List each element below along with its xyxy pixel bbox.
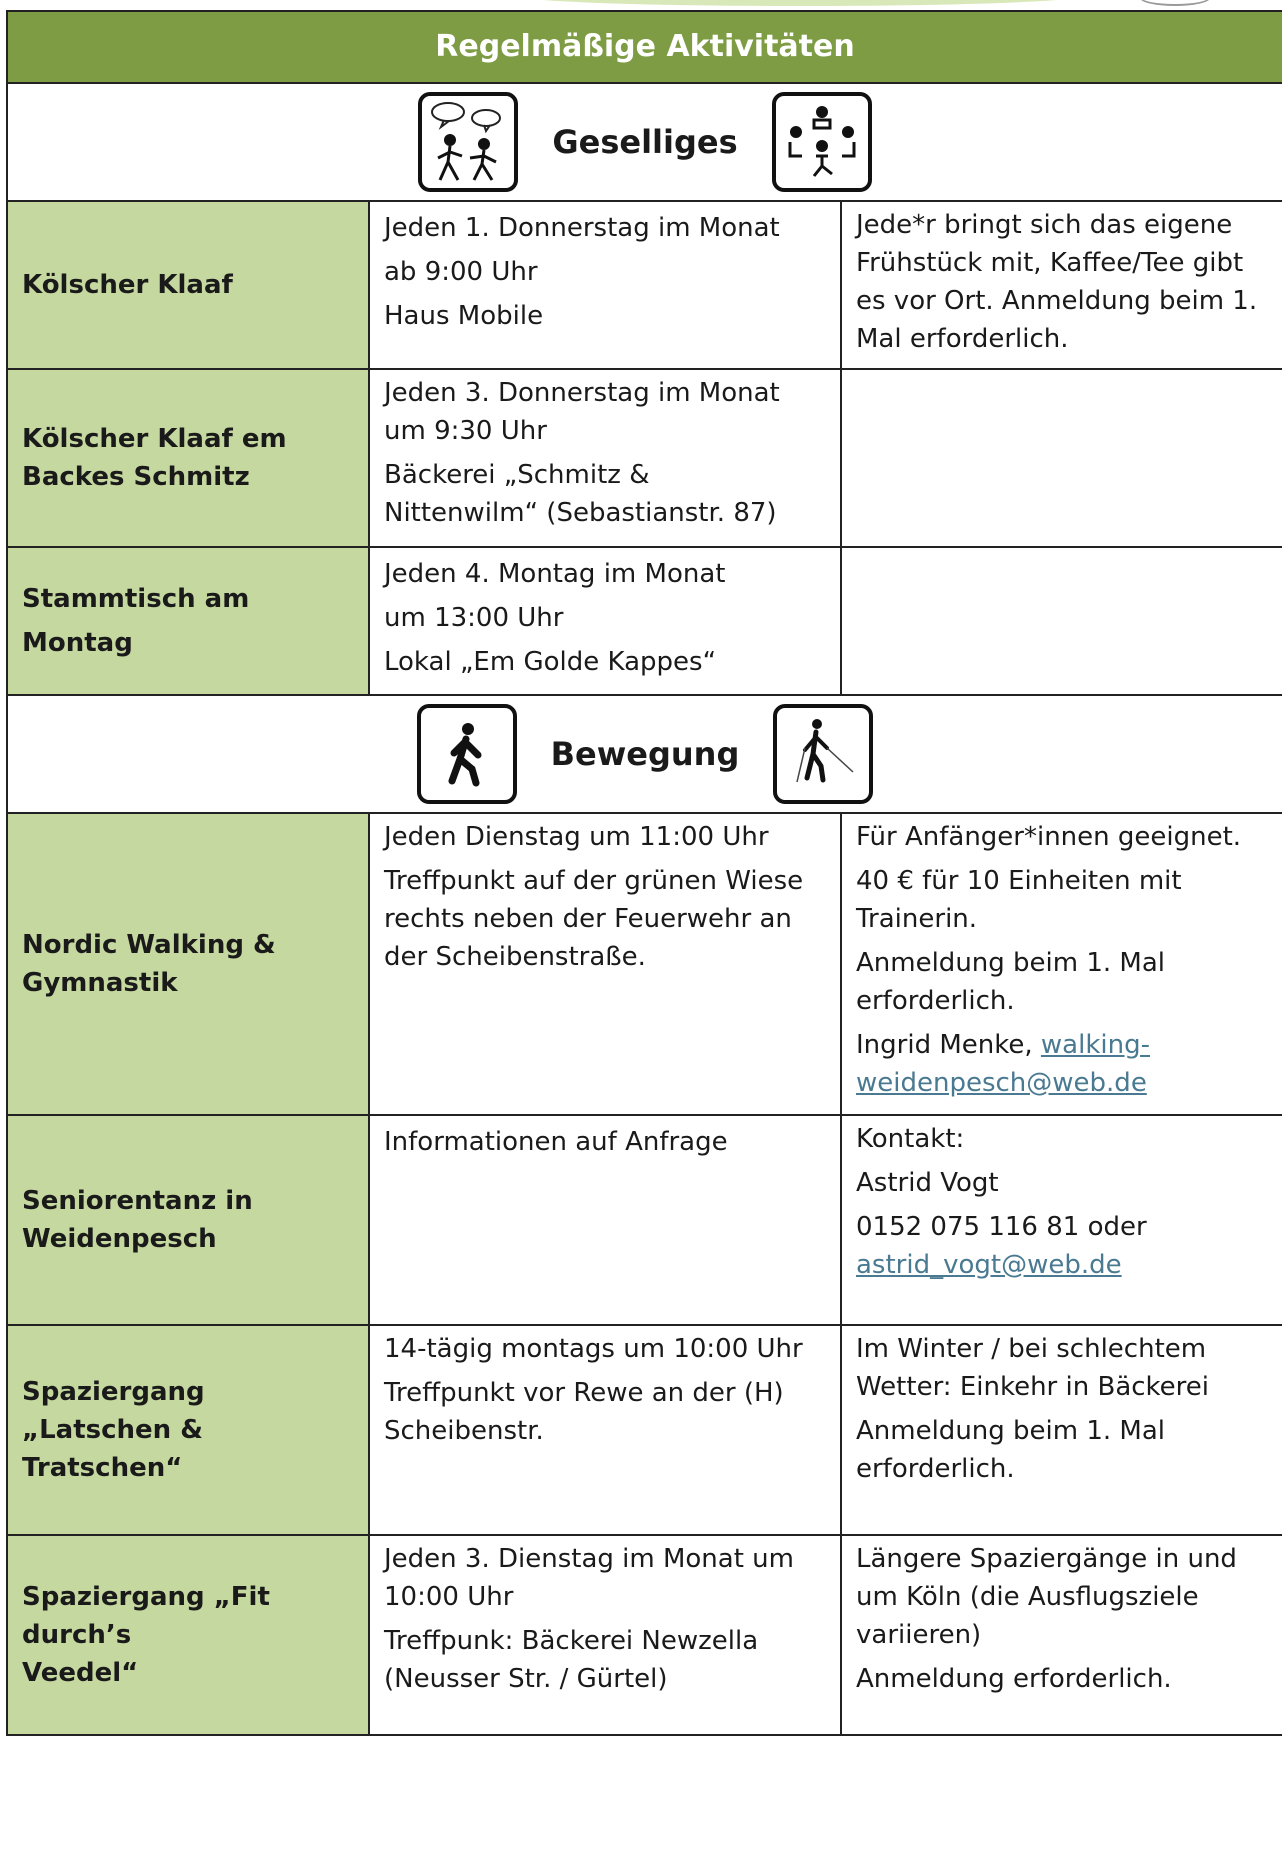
activity-info [369,1115,841,1325]
name-line: Tratschen“ [22,1453,183,1483]
walking-person-icon [417,704,517,804]
info-line: Jeden Dienstag um 11:00 Uhr [384,822,769,852]
note-line: Für Anfänger*innen geeignet. [856,822,1242,852]
name-line: Seniorentanz in [22,1186,253,1216]
info-line: Haus Mobile [384,301,544,331]
name-line: Gymnastik [22,968,178,998]
activity-note [841,1115,1282,1325]
note-line: Anmeldung erforderlich. [856,1664,1172,1694]
table-row [7,1115,1282,1325]
info-line: Scheibenstr. [384,1416,544,1446]
nordic-walking-icon [773,704,873,804]
section-header-geselliges [7,83,1282,201]
table-title-row [7,11,1282,83]
decorative-top-arc-right [1140,0,1210,6]
email-link[interactable]: astrid_vogt@web.de [856,1250,1122,1280]
name-line: Nordic Walking & [22,930,276,960]
activity-note [841,1535,1282,1735]
activity-note [841,547,1282,695]
info-line: ab 9:00 Uhr [384,257,538,287]
note-line: Jede*r bringt sich das eigene [856,210,1233,240]
note-line: es vor Ort. Anmeldung beim 1. [856,286,1258,316]
table-row [7,813,1282,1115]
section-header-bewegung [7,695,1282,813]
activity-name [7,1535,369,1735]
note-line: Längere Spaziergänge in und [856,1544,1237,1574]
note-line: um Köln (die Ausflugsziele [856,1582,1199,1612]
email-line [856,1246,1268,1284]
info-line: Treffpunkt auf der grünen Wiese [384,866,804,896]
name-line: Veedel“ [22,1658,139,1688]
note-line: Anmeldung beim 1. Mal [856,948,1166,978]
activity-info [369,1325,841,1535]
table-title: Regelmäßige Aktivitäten [7,11,1282,83]
table-row [7,201,1282,369]
note-line: Mal erforderlich. [856,324,1069,354]
activity-note [841,1325,1282,1535]
group-circle-icon [772,92,872,192]
info-line: Bäckerei „Schmitz & [384,460,650,490]
table-row [7,1535,1282,1735]
note-line: Trainerin. [856,904,978,934]
activity-name [7,1115,369,1325]
note-line: 0152 075 116 81 oder [856,1212,1147,1242]
info-line: Lokal „Em Golde Kappes“ [384,647,717,677]
note-line: Im Winter / bei schlechtem [856,1334,1207,1364]
info-line: Treffpunkt vor Rewe an der (H) [384,1378,784,1408]
name-line: Spaziergang „Latschen & [22,1377,205,1445]
info-line: Jeden 3. Donnerstag im Monat [384,378,780,408]
info-line: Nittenwilm“ (Sebastianstr. 87) [384,498,777,528]
table-row [7,547,1282,695]
activity-info [369,547,841,695]
section-title-bewegung: Bewegung [550,735,740,773]
info-line: rechts neben der Feuerwehr an [384,904,792,934]
email-line [856,1064,1268,1102]
email-link[interactable]: weidenpesch@web.de [856,1068,1147,1098]
info-line: Jeden 1. Donnerstag im Monat [384,213,780,243]
name-line: Backes Schmitz [22,462,250,492]
activity-name [7,813,369,1115]
decorative-top-arc [520,0,1080,6]
activity-info [369,201,841,369]
activities-table [6,10,1282,1736]
note-line: variieren) [856,1620,982,1650]
note-line: erforderlich. [856,1454,1015,1484]
note-line: Astrid Vogt [856,1168,999,1198]
activity-note [841,369,1282,547]
activity-note [841,813,1282,1115]
info-line: Treffpunk: Bäckerei Newzella [384,1626,759,1656]
info-line: der Scheibenstraße. [384,942,646,972]
people-talking-icon [418,92,518,192]
name-line: Kölscher Klaaf em [22,424,287,454]
info-line: um 9:30 Uhr [384,416,547,446]
info-line: um 13:00 Uhr [384,603,564,633]
name-line: Weidenpesch [22,1224,217,1254]
info-line: Jeden 3. Dienstag im Monat um [384,1544,794,1574]
section-title-geselliges: Geselliges [552,123,738,161]
info-line: Informationen auf Anfrage [384,1127,728,1157]
activity-info [369,1535,841,1735]
contact-line [856,1026,1268,1064]
table-row [7,1325,1282,1535]
activity-name [7,1325,369,1535]
note-line: Wetter: Einkehr in Bäckerei [856,1372,1210,1402]
note-line: Frühstück mit, Kaffee/Tee gibt [856,248,1244,278]
name-line: Spaziergang „Fit durch’s [22,1582,270,1650]
activity-name: Kölscher Klaaf [7,201,369,369]
activity-info [369,813,841,1115]
info-line: Jeden 4. Montag im Monat [384,559,726,589]
activity-info [369,369,841,547]
email-link[interactable]: walking- [1040,1030,1150,1060]
activity-name: Stammtisch am Montag [7,547,369,695]
activity-name [7,369,369,547]
activity-note [841,201,1282,369]
note-line: 40 € für 10 Einheiten mit [856,866,1182,896]
table-row [7,369,1282,547]
info-line: (Neusser Str. / Gürtel) [384,1664,668,1694]
note-line: erforderlich. [856,986,1015,1016]
info-line: 10:00 Uhr [384,1582,514,1612]
info-line: 14-tägig montags um 10:00 Uhr [384,1334,803,1364]
note-line: Kontakt: [856,1124,965,1154]
note-line: Anmeldung beim 1. Mal [856,1416,1166,1446]
contact-name: Ingrid Menke, [856,1030,1041,1060]
